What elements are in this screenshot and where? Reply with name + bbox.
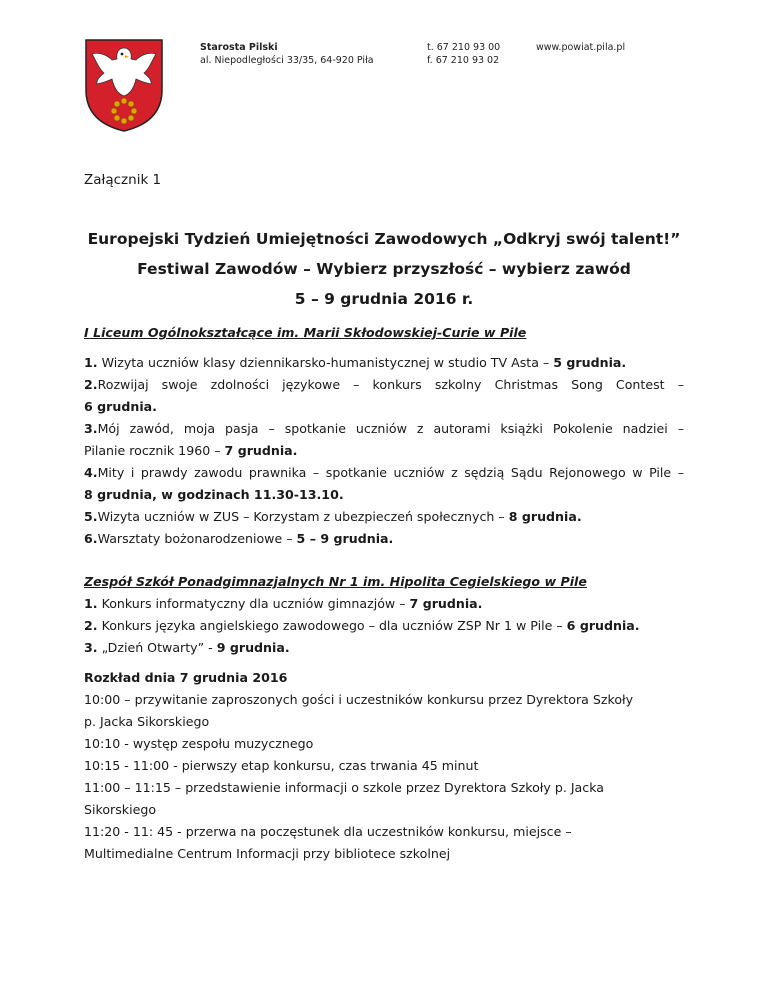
list-item: 4.Mity i prawdy zawodu prawnika – spotkanie uczniów z sędzią Sądu Rejonowego w Pile –: [84, 465, 684, 480]
schedule-line: 10:15 - 11:00 - pierwszy etap konkursu, czas trwania 45 minut: [84, 758, 479, 773]
schedule-heading: Rozkład dnia 7 grudnia 2016: [84, 670, 288, 685]
title-event: Europejski Tydzień Umiejętności Zawodowych „Odkryj swój talent!”: [87, 230, 681, 248]
list-item: 5.Wizyta uczniów w ZUS – Korzystam z ubezpieczeń społecznych – 8 grudnia.: [84, 509, 582, 524]
list-item: 2.Rozwijaj swoje zdolności językowe – konkurs szkolny Christmas Song Contest –: [84, 377, 684, 392]
list-item: 3.Mój zawód, moja pasja – spotkanie uczniów z autorami książki Pokolenie nadziei –: [84, 421, 684, 436]
schedule-line: p. Jacka Sikorskiego: [84, 714, 210, 729]
schedule-line: 10:10 - występ zespołu muzycznego: [84, 736, 314, 751]
list-item-continuation: Pilanie rocznik 1960 – 7 grudnia.: [84, 443, 298, 458]
list-item-continuation: 6 grudnia.: [84, 399, 157, 414]
schedule-line: Sikorskiego: [84, 802, 157, 817]
list-item: 1. Konkurs informatyczny dla uczniów gimnazjów – 7 grudnia.: [84, 596, 483, 611]
list-item: 3. „Dzień Otwarty” - 9 grudnia.: [84, 640, 290, 655]
phone-number: t. 67 210 93 00: [427, 42, 501, 53]
county-coat-of-arms-eagle-icon: [84, 38, 164, 133]
org-address: al. Niepodległości 33/35, 64-920 Piła: [200, 55, 374, 66]
document-titles: [84, 224, 684, 314]
header-contact-block: [427, 41, 500, 67]
header-website-block: [536, 41, 625, 54]
org-name: Starosta Pilski: [200, 42, 278, 53]
list-item: 1. Wizyta uczniów klasy dziennikarsko-humanistycznej w studio TV Asta – 5 grudnia.: [84, 355, 627, 370]
schedule-line: 11:20 - 11: 45 - przerwa na poczęstunek dla uczestników konkursu, miejsce –: [84, 824, 572, 839]
list-item-continuation: 8 grudnia, w godzinach 11.30-13.10.: [84, 487, 344, 502]
header-org-block: [200, 41, 374, 67]
schedule-line: 10:00 – przywitanie zaproszonych gości i uczestników konkursu przez Dyrektora Szkoły: [84, 692, 634, 707]
annex-label: Załącznik 1: [84, 172, 162, 188]
list-item: 6.Warsztaty bożonarodzeniowe – 5 – 9 grudnia.: [84, 531, 394, 546]
title-festival: Festiwal Zawodów – Wybierz przyszłość – wybierz zawód: [137, 260, 631, 278]
website-link[interactable]: www.powiat.pila.pl: [536, 42, 626, 53]
document-body: [84, 322, 684, 865]
schedule-line: Multimedialne Centrum Informacji przy bibliotece szkolnej: [84, 846, 451, 861]
section-heading-school-2: Zespół Szkół Ponadgimnazjalnych Nr 1 im. Hipolita Cegielskiego w Pile: [84, 574, 587, 589]
schedule-line: 11:00 – 11:15 – przedstawienie informacji o szkole przez Dyrektora Szkoły p. Jacka: [84, 780, 604, 795]
title-dates: 5 – 9 grudnia 2016 r.: [294, 290, 474, 308]
list-item: 2. Konkurs języka angielskiego zawodowego – dla uczniów ZSP Nr 1 w Pile – 6 grudnia.: [84, 618, 640, 633]
section-heading-school-1: I Liceum Ogólnokształcące im. Marii Skłodowskiej-Curie w Pile: [84, 325, 527, 340]
fax-number: f. 67 210 93 02: [427, 55, 500, 66]
